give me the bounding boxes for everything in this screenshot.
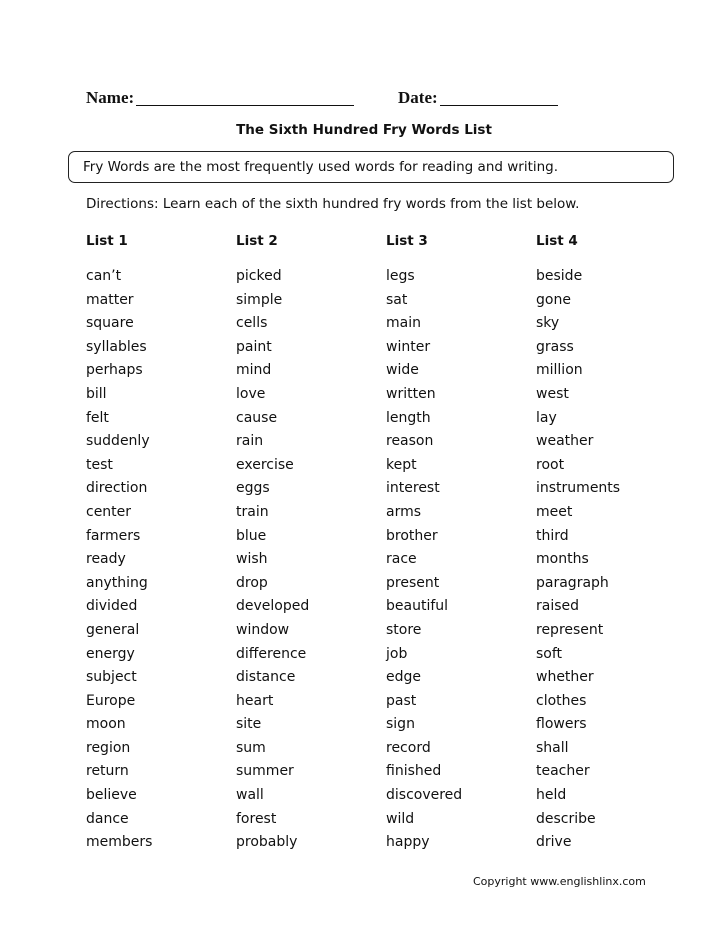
list-item: paint	[236, 338, 272, 355]
column-header: List 1	[86, 233, 128, 249]
list-item: wall	[236, 787, 264, 804]
list-item: felt	[86, 409, 109, 426]
word-list	[386, 266, 536, 856]
word-list	[236, 266, 386, 856]
word-column-2	[236, 231, 386, 856]
list-item: suddenly	[86, 433, 150, 450]
list-item: matter	[86, 291, 134, 308]
name-blank-line[interactable]	[136, 105, 354, 106]
list-item: direction	[86, 480, 148, 497]
list-item: sum	[236, 739, 266, 756]
list-item: weather	[536, 433, 594, 450]
list-item: whether	[536, 669, 594, 686]
list-item: flowers	[536, 716, 587, 733]
list-item: picked	[236, 268, 282, 284]
list-item: beside	[536, 268, 583, 284]
copyright-text: Copyright www.englishlinx.com	[473, 875, 646, 888]
list-item: probably	[236, 834, 298, 851]
list-item: summer	[236, 763, 294, 780]
list-item: wide	[386, 362, 419, 379]
list-item: discovered	[386, 787, 463, 804]
list-item: paragraph	[536, 574, 609, 591]
list-item: can’t	[86, 268, 122, 284]
list-item: happy	[386, 834, 430, 851]
list-item: developed	[236, 598, 310, 615]
list-item: gone	[536, 291, 571, 308]
word-column-1	[86, 231, 236, 856]
name-label: Name:	[86, 88, 135, 107]
list-item: sky	[536, 315, 560, 332]
list-item: region	[86, 739, 131, 756]
list-item: finished	[386, 763, 442, 780]
list-item: soft	[536, 645, 563, 662]
list-item: third	[536, 527, 569, 544]
list-item: wild	[386, 810, 415, 827]
list-item: teacher	[536, 763, 590, 780]
list-item: grass	[536, 338, 574, 355]
list-item: blue	[236, 527, 267, 544]
list-item: edge	[386, 669, 421, 686]
page-title: The Sixth Hundred Fry Words List	[236, 122, 492, 138]
word-list	[536, 266, 686, 856]
list-item: winter	[386, 338, 431, 355]
list-item: eggs	[236, 480, 270, 497]
list-item: members	[86, 834, 153, 851]
list-item: interest	[386, 480, 440, 497]
list-item: return	[86, 763, 129, 780]
list-item: site	[236, 716, 262, 733]
list-item: raised	[536, 598, 580, 615]
list-item: energy	[86, 645, 135, 662]
directions-text: Directions: Learn each of the sixth hundred fry words from the list below.	[86, 196, 580, 212]
list-item: shall	[536, 739, 569, 756]
list-item: drive	[536, 834, 572, 851]
column-header: List 4	[536, 233, 578, 249]
list-item: Europe	[86, 692, 136, 709]
list-item: instruments	[536, 480, 621, 497]
list-item: brother	[386, 527, 438, 544]
list-item: simple	[236, 291, 283, 308]
list-item: clothes	[536, 692, 587, 709]
list-item: months	[536, 551, 589, 568]
word-column-4	[536, 231, 686, 856]
list-item: cells	[236, 315, 268, 332]
list-item: bill	[86, 385, 107, 402]
list-item: moon	[86, 716, 126, 733]
list-item: describe	[536, 810, 596, 827]
list-item: present	[386, 574, 440, 591]
intro-box	[68, 151, 674, 183]
list-item: beautiful	[386, 598, 449, 615]
list-item: window	[236, 621, 290, 638]
list-item: job	[386, 645, 408, 662]
list-item: general	[86, 621, 140, 638]
list-item: subject	[86, 669, 137, 686]
list-item: length	[386, 409, 431, 426]
list-item: store	[386, 621, 422, 638]
header-row	[86, 86, 646, 110]
list-item: farmers	[86, 527, 141, 544]
list-item: sign	[386, 716, 415, 733]
list-item: difference	[236, 645, 307, 662]
word-column-3	[386, 231, 536, 856]
list-item: record	[386, 739, 431, 756]
list-item: believe	[86, 787, 137, 804]
list-item: meet	[536, 503, 573, 520]
column-header: List 2	[236, 233, 278, 249]
list-item: rain	[236, 433, 264, 450]
list-item: million	[536, 362, 583, 379]
word-list	[86, 266, 236, 856]
list-item: square	[86, 315, 134, 332]
list-item: drop	[236, 574, 268, 591]
date-label: Date:	[398, 88, 438, 107]
list-item: represent	[536, 621, 604, 638]
list-item: legs	[386, 268, 415, 284]
list-item: past	[386, 692, 417, 709]
list-item: heart	[236, 692, 274, 709]
list-item: sat	[386, 291, 408, 308]
list-item: mind	[236, 362, 272, 379]
list-item: test	[86, 456, 113, 473]
list-item: held	[536, 787, 567, 804]
list-item: arms	[386, 503, 422, 520]
intro-text: Fry Words are the most frequently used words for reading and writing.	[83, 159, 559, 175]
date-blank-line[interactable]	[440, 105, 558, 106]
list-item: west	[536, 385, 569, 402]
list-item: reason	[386, 433, 434, 450]
list-item: cause	[236, 409, 278, 426]
list-item: distance	[236, 669, 296, 686]
list-item: race	[386, 551, 417, 568]
list-item: main	[386, 315, 421, 332]
list-item: train	[236, 503, 269, 520]
list-item: ready	[86, 551, 126, 568]
list-item: love	[236, 385, 266, 402]
list-item: exercise	[236, 456, 294, 473]
list-item: divided	[86, 598, 138, 615]
list-item: forest	[236, 810, 277, 827]
list-item: center	[86, 503, 132, 520]
list-item: perhaps	[86, 362, 143, 379]
list-item: anything	[86, 574, 148, 591]
list-item: syllables	[86, 338, 147, 355]
list-item: kept	[386, 456, 417, 473]
list-item: root	[536, 456, 565, 473]
list-item: written	[386, 385, 436, 402]
list-item: wish	[236, 551, 268, 568]
column-header: List 3	[386, 233, 428, 249]
list-item: dance	[86, 810, 129, 827]
list-item: lay	[536, 409, 557, 426]
